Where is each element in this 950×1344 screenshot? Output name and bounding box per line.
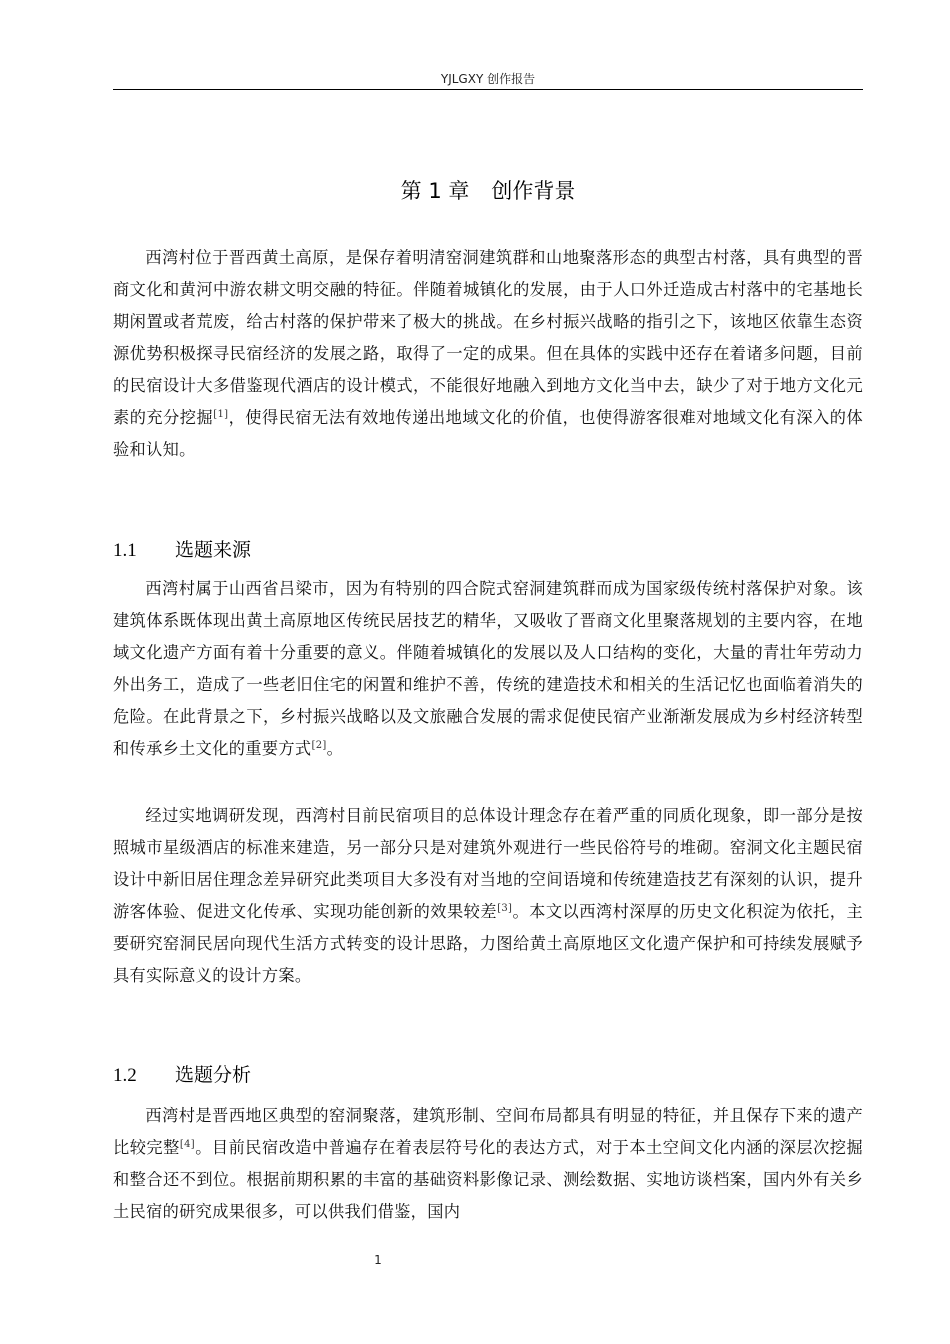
page-number: 1	[374, 1253, 382, 1267]
section-heading-1-1	[113, 536, 863, 565]
paragraph-text-a: 西湾村属于山西省吕梁市，因为有特别的四合院式窑洞建筑群而成为国家级传统村落保护对象。该建筑体系既体现出黄土高原地区传统民居技艺的精华，又吸收了晋商文化里聚落规划的主要内容，在地域文化遗产方面有着十分重要的意义。伴随着城镇化的发展以及人口结构的变化，大量的青壮年劳动力外出务工，造成了一些老旧住宅的闲置和维护不善，传统的建造技术和相关的生活记忆也面临着消失的危险。在此背景之下，乡村振兴战略以及文旅融合发展的需求促使民宿产业渐渐发展成为乡村经济转型和传承乡土文化的重要方式	[113, 579, 863, 758]
section-1-1-paragraph-1	[113, 573, 863, 765]
section-heading-1-2	[113, 1061, 863, 1090]
section-1-2-paragraph-1	[113, 1100, 863, 1228]
citation-ref: [1]	[213, 409, 229, 420]
section-1-1-paragraph-2	[113, 800, 863, 992]
intro-text-b: ，使得民宿无法有效地传递出地域文化的价值，也使得游客很难对地域文化有深入的体验和认知。	[113, 408, 863, 459]
citation-ref: [4]	[179, 1139, 196, 1150]
intro-text-a: 西湾村位于晋西黄土高原，是保存着明清窑洞建筑群和山地聚落形态的典型古村落，具有典型的晋商文化和黄河中游农耕文明交融的特征。伴随着城镇化的发展，由于人口外迁造成古村落中的宅基地长期闲置或者荒废，给古村落的保护带来了极大的挑战。在乡村振兴战略的指引之下，该地区依靠生态资源优势积极探寻民宿经济的发展之路，取得了一定的成果。但在具体的实践中还存在着诸多问题，目前的民宿设计大多借鉴现代酒店的设计模式，不能很好地融入到地方文化当中去，缺少了对于地方文化元素的充分挖掘	[113, 248, 863, 427]
chapter-number: 第 1 章	[400, 179, 470, 203]
section-title: 选题分析	[175, 1064, 252, 1086]
citation-ref: [2]	[311, 740, 327, 751]
paragraph-text-b: 。	[326, 739, 344, 758]
intro-paragraph	[113, 242, 863, 466]
running-header: YJLGXY 创作报告	[440, 72, 536, 86]
paragraph-text-b: 。本文以西湾村深厚的历史文化积淀为依托，主要研究窑洞民居向现代生活方式转变的设计思路，力图给黄土高原地区文化遗产保护和可持续发展赋予具有实际意义的设计方案。	[113, 902, 863, 985]
header-rule	[113, 89, 863, 90]
chapter-title	[113, 176, 863, 206]
paragraph-text-a: 西湾村是晋西地区典型的窑洞聚落，建筑形制、空间布局都具有明显的特征，并且保存下来的遗产比较完整	[113, 1106, 863, 1157]
chapter-name: 创作背景	[491, 179, 576, 203]
section-number: 1.1	[113, 540, 137, 561]
section-title: 选题来源	[175, 539, 252, 561]
paragraph-text-b: 。目前民宿改造中普遍存在着表层符号化的表达方式，对于本土空间文化内涵的深层次挖掘和整合还不到位。根据前期积累的丰富的基础资料影像记录、测绘数据、实地访谈档案，国内外有关乡土民宿的研究成果很多，可以供我们借鉴，国内	[113, 1138, 864, 1221]
paragraph-text-a: 经过实地调研发现，西湾村目前民宿项目的总体设计理念存在着严重的同质化现象，即一部分是按照城市星级酒店的标准来建造，另一部分只是对建筑外观进行一些民俗符号的堆砌。窑洞文化主题民宿设计中新旧居住理念差异研究此类项目大多没有对当地的空间语境和传统建造技艺有深刻的认识，提升游客体验、促进文化传承、实现功能创新的效果较差	[113, 806, 863, 921]
citation-ref: [3]	[497, 903, 513, 914]
section-number: 1.2	[113, 1065, 137, 1086]
